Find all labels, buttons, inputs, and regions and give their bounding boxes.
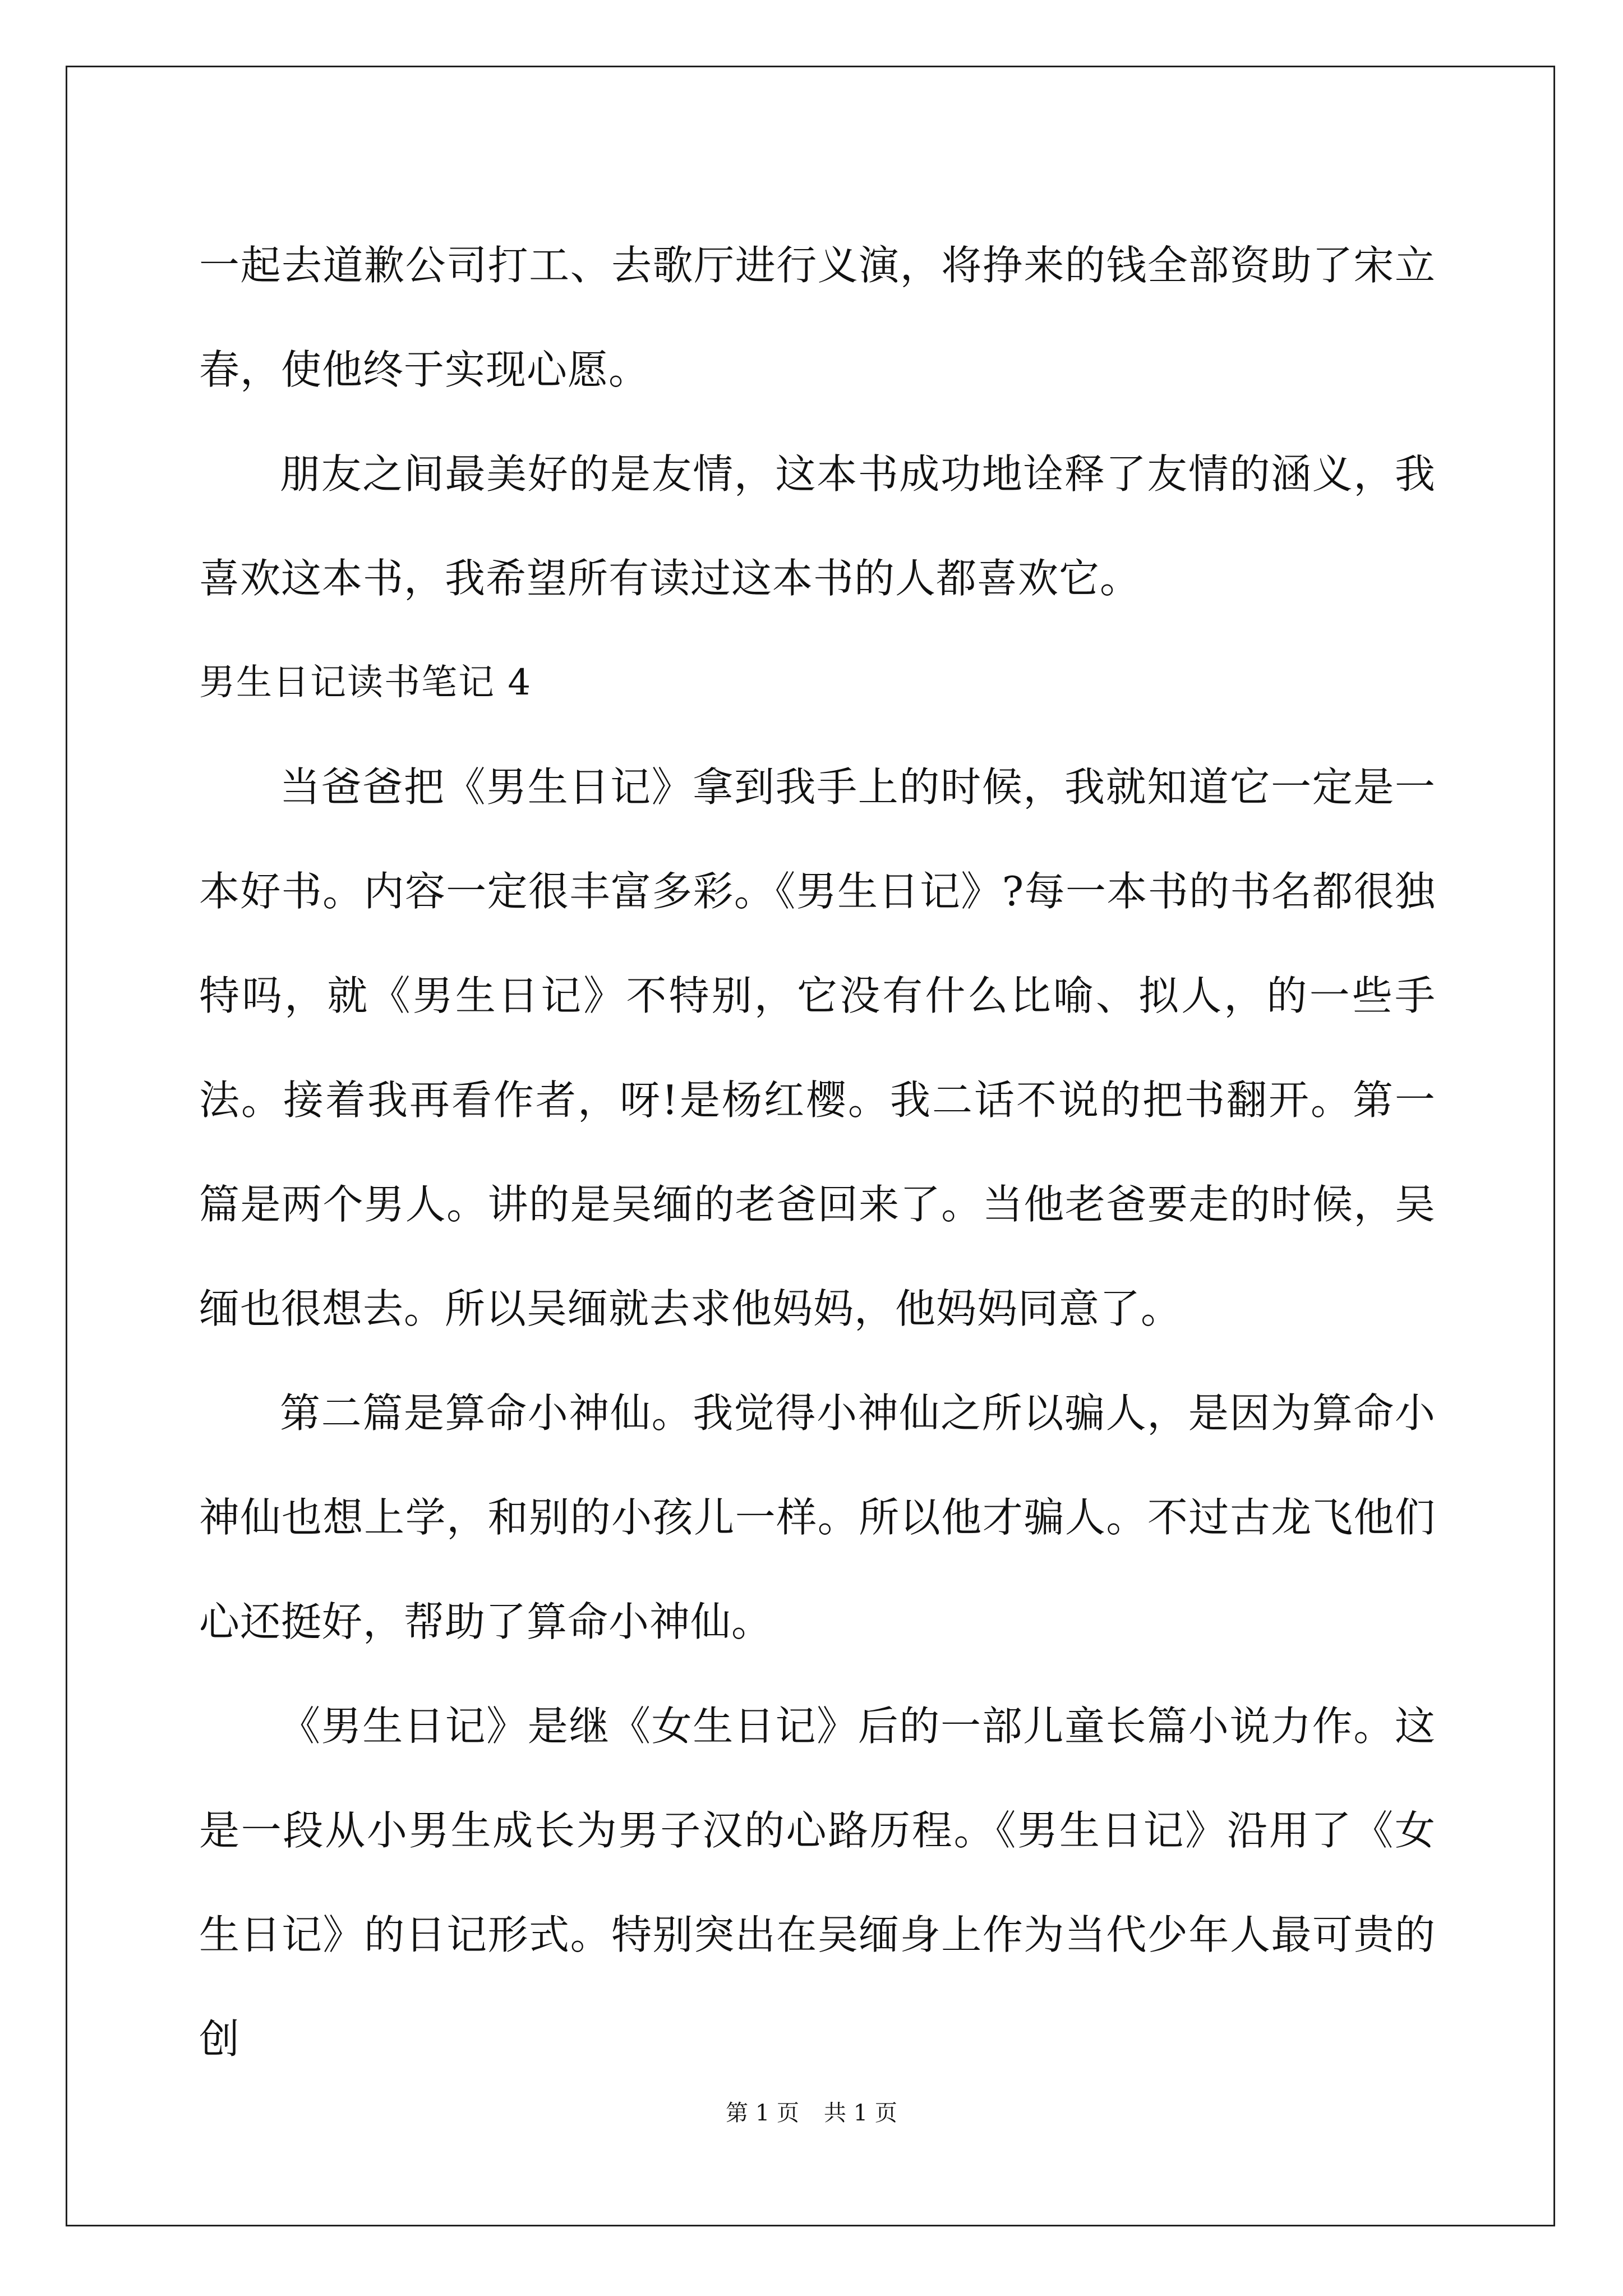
document-body xyxy=(199,213,1436,2091)
paragraph-1: 一起去道歉公司打工、去歌厅进行义演，将挣来的钱全部资助了宋立春，使他终于实现心愿。 xyxy=(199,242,1436,393)
paragraph-2: 朋友之间最美好的是友情，这本书成功地诠释了友情的涵义，我喜欢这本书，我希望所有读过这本书的人都喜欢它。 xyxy=(199,450,1436,602)
paragraph-4: 第二篇是算命小神仙。我觉得小神仙之所以骗人，是因为算命小神仙也想上学，和别的小孩儿一样。所以他才骗人。不过古龙飞他们心还挺好，帮助了算命小神仙。 xyxy=(199,1389,1436,1645)
paragraph-5: 《男生日记》是继《女生日记》后的一部儿童长篇小说力作。这是一段从小男生成长为男子汉的心路历程。《男生日记》沿用了《女生日记》的日记形式。特别突出在吴缅身上作为当代少年人最可贵的创 xyxy=(199,1703,1436,2063)
page-number: 第 1 页 xyxy=(726,2100,799,2126)
section-heading: 男生日记读书笔记 4 xyxy=(199,662,532,703)
page-footer xyxy=(0,2096,1623,2130)
paragraph-3: 当爸爸把《男生日记》拿到我手上的时候，我就知道它一定是一本好书。内容一定很丰富多彩。《男生日记》?每一本书的书名都很独特吗，就《男生日记》不特别，它没有什么比喻、拟人，的一些手法。接着我再看作者，呀!是杨红樱。我二话不说的把书翻开。第一篇是两个男人。讲的是吴缅的老爸回来了。当他老爸要走的时候，吴缅也很想去。所以吴缅就去求他妈妈，他妈妈同意了。 xyxy=(199,763,1436,1332)
page-count: 共 1 页 xyxy=(824,2100,897,2126)
